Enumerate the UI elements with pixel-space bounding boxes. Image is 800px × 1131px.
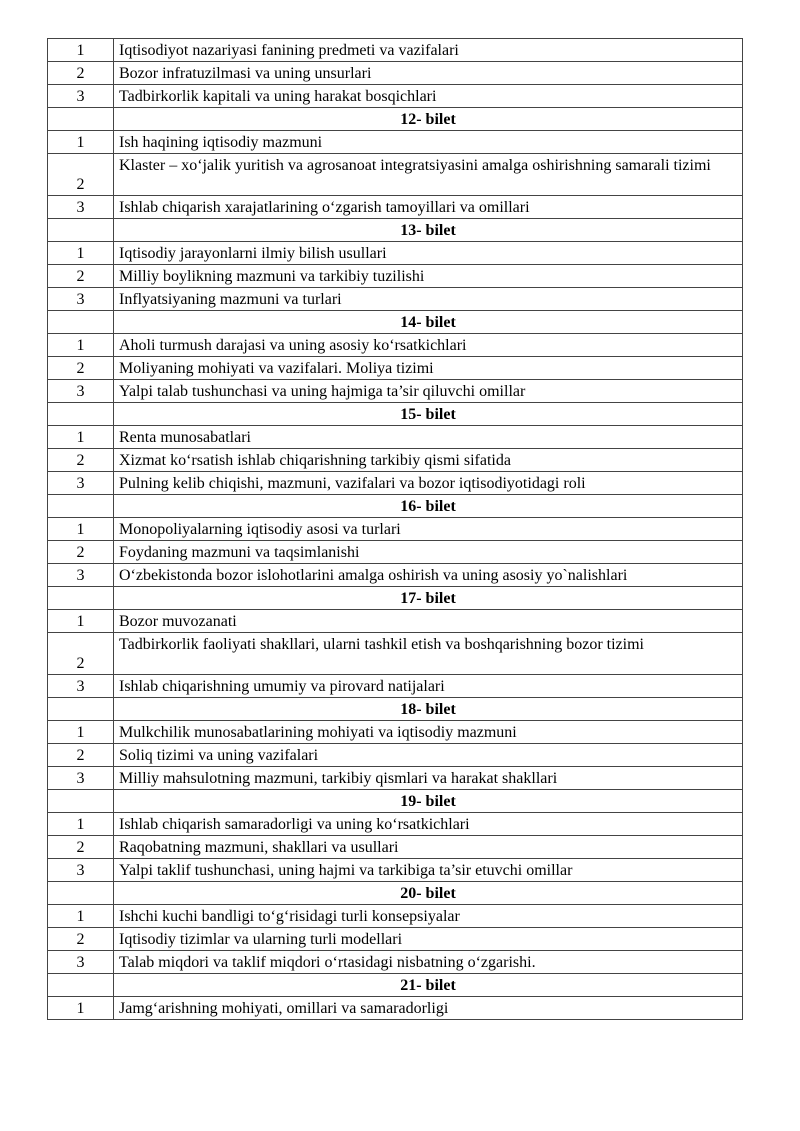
question-text: Yalpi talab tushunchasi va uning hajmiga ta’sir qiluvchi omillar bbox=[114, 380, 743, 403]
question-text: Xizmat ko‘rsatish ishlab chiqarishning tarkibiy qismi sifatida bbox=[114, 449, 743, 472]
bilet-header-row bbox=[48, 587, 743, 610]
question-number: 3 bbox=[48, 859, 114, 882]
bilet-header-row bbox=[48, 974, 743, 997]
question-number: 2 bbox=[48, 836, 114, 859]
empty-number-cell bbox=[48, 219, 114, 242]
bilet-header-row bbox=[48, 403, 743, 426]
question-text: Ishlab chiqarish xarajatlarining o‘zgarish tamoyillari va omillari bbox=[114, 196, 743, 219]
question-number: 2 bbox=[48, 633, 114, 675]
question-row bbox=[48, 518, 743, 541]
question-row bbox=[48, 62, 743, 85]
question-row bbox=[48, 859, 743, 882]
question-text: Renta munosabatlari bbox=[114, 426, 743, 449]
empty-number-cell bbox=[48, 790, 114, 813]
empty-number-cell bbox=[48, 403, 114, 426]
question-text: Ishchi kuchi bandligi to‘g‘risidagi turli konsepsiyalar bbox=[114, 905, 743, 928]
question-number: 1 bbox=[48, 721, 114, 744]
question-number: 3 bbox=[48, 951, 114, 974]
empty-number-cell bbox=[48, 698, 114, 721]
question-number: 3 bbox=[48, 675, 114, 698]
question-number: 3 bbox=[48, 380, 114, 403]
question-number: 1 bbox=[48, 610, 114, 633]
question-text: Iqtisodiy tizimlar va ularning turli modellari bbox=[114, 928, 743, 951]
question-number: 2 bbox=[48, 357, 114, 380]
question-text: Iqtisodiy jarayonlarni ilmiy bilish usullari bbox=[114, 242, 743, 265]
bilet-title: 19- bilet bbox=[114, 790, 743, 813]
question-text: Bozor muvozanati bbox=[114, 610, 743, 633]
question-number: 2 bbox=[48, 449, 114, 472]
bilet-title: 21- bilet bbox=[114, 974, 743, 997]
question-number: 3 bbox=[48, 564, 114, 587]
question-text: Tadbirkorlik faoliyati shakllari, ularni tashkil etish va boshqarishning bozor tizimi bbox=[114, 633, 743, 675]
bilet-header-row bbox=[48, 790, 743, 813]
question-row bbox=[48, 610, 743, 633]
bilet-header-row bbox=[48, 108, 743, 131]
question-text: Jamg‘arishning mohiyati, omillari va samaradorligi bbox=[114, 997, 743, 1020]
question-row bbox=[48, 633, 743, 675]
question-row bbox=[48, 997, 743, 1020]
question-row bbox=[48, 426, 743, 449]
question-text: Talab miqdori va taklif miqdori o‘rtasidagi nisbatning o‘zgarishi. bbox=[114, 951, 743, 974]
question-text: Bozor infratuzilmasi va uning unsurlari bbox=[114, 62, 743, 85]
question-row bbox=[48, 380, 743, 403]
question-row bbox=[48, 242, 743, 265]
empty-number-cell bbox=[48, 108, 114, 131]
empty-number-cell bbox=[48, 882, 114, 905]
bilet-header-row bbox=[48, 698, 743, 721]
question-number: 2 bbox=[48, 541, 114, 564]
question-number: 1 bbox=[48, 518, 114, 541]
bilet-header-row bbox=[48, 495, 743, 518]
question-text: Milliy mahsulotning mazmuni, tarkibiy qismlari va harakat shakllari bbox=[114, 767, 743, 790]
question-number: 2 bbox=[48, 928, 114, 951]
question-number: 2 bbox=[48, 154, 114, 196]
question-text: Milliy boylikning mazmuni va tarkibiy tuzilishi bbox=[114, 265, 743, 288]
question-number: 1 bbox=[48, 39, 114, 62]
question-row bbox=[48, 767, 743, 790]
table-body bbox=[48, 39, 743, 1020]
question-number: 3 bbox=[48, 85, 114, 108]
question-row bbox=[48, 836, 743, 859]
question-row bbox=[48, 541, 743, 564]
bilet-title: 15- bilet bbox=[114, 403, 743, 426]
question-text: Mulkchilik munosabatlarining mohiyati va iqtisodiy mazmuni bbox=[114, 721, 743, 744]
bilet-header-row bbox=[48, 219, 743, 242]
question-number: 2 bbox=[48, 265, 114, 288]
bilet-title: 17- bilet bbox=[114, 587, 743, 610]
question-text: Moliyaning mohiyati va vazifalari. Moliya tizimi bbox=[114, 357, 743, 380]
question-row bbox=[48, 928, 743, 951]
question-row bbox=[48, 721, 743, 744]
question-number: 1 bbox=[48, 813, 114, 836]
question-text: Ishlab chiqarish samaradorligi va uning ko‘rsatkichlari bbox=[114, 813, 743, 836]
question-row bbox=[48, 85, 743, 108]
question-row bbox=[48, 154, 743, 196]
question-row bbox=[48, 472, 743, 495]
question-number: 1 bbox=[48, 242, 114, 265]
question-text: Monopoliyalarning iqtisodiy asosi va turlari bbox=[114, 518, 743, 541]
bilet-title: 12- bilet bbox=[114, 108, 743, 131]
question-row bbox=[48, 564, 743, 587]
question-number: 3 bbox=[48, 472, 114, 495]
question-number: 1 bbox=[48, 131, 114, 154]
question-text: O‘zbekistonda bozor islohotlarini amalga oshirish va uning asosiy yo`nalishlari bbox=[114, 564, 743, 587]
question-text: Soliq tizimi va uning vazifalari bbox=[114, 744, 743, 767]
question-text: Raqobatning mazmuni, shakllari va usullari bbox=[114, 836, 743, 859]
question-row bbox=[48, 288, 743, 311]
question-number: 3 bbox=[48, 288, 114, 311]
question-row bbox=[48, 675, 743, 698]
question-number: 2 bbox=[48, 62, 114, 85]
bilet-title: 20- bilet bbox=[114, 882, 743, 905]
question-row bbox=[48, 265, 743, 288]
bilet-title: 13- bilet bbox=[114, 219, 743, 242]
bilet-title: 14- bilet bbox=[114, 311, 743, 334]
question-text: Iqtisodiyot nazariyasi fanining predmeti va vazifalari bbox=[114, 39, 743, 62]
question-text: Yalpi taklif tushunchasi, uning hajmi va tarkibiga ta’sir etuvchi omillar bbox=[114, 859, 743, 882]
empty-number-cell bbox=[48, 974, 114, 997]
question-text: Foydaning mazmuni va taqsimlanishi bbox=[114, 541, 743, 564]
question-row bbox=[48, 744, 743, 767]
bilet-title: 16- bilet bbox=[114, 495, 743, 518]
bilet-header-row bbox=[48, 882, 743, 905]
question-row bbox=[48, 131, 743, 154]
question-number: 1 bbox=[48, 334, 114, 357]
question-text: Tadbirkorlik kapitali va uning harakat bosqichlari bbox=[114, 85, 743, 108]
question-row bbox=[48, 449, 743, 472]
empty-number-cell bbox=[48, 495, 114, 518]
question-row bbox=[48, 357, 743, 380]
question-row bbox=[48, 39, 743, 62]
question-number: 1 bbox=[48, 997, 114, 1020]
question-row bbox=[48, 196, 743, 219]
question-row bbox=[48, 951, 743, 974]
question-text: Aholi turmush darajasi va uning asosiy ko‘rsatkichlari bbox=[114, 334, 743, 357]
question-text: Ish haqining iqtisodiy mazmuni bbox=[114, 131, 743, 154]
question-number: 3 bbox=[48, 767, 114, 790]
empty-number-cell bbox=[48, 587, 114, 610]
question-row bbox=[48, 905, 743, 928]
bilet-header-row bbox=[48, 311, 743, 334]
bilet-title: 18- bilet bbox=[114, 698, 743, 721]
bilet-questions-table bbox=[47, 38, 743, 1020]
question-row bbox=[48, 813, 743, 836]
question-number: 1 bbox=[48, 905, 114, 928]
question-text: Pulning kelib chiqishi, mazmuni, vazifalari va bozor iqtisodiyotidagi roli bbox=[114, 472, 743, 495]
question-text: Inflyatsiyaning mazmuni va turlari bbox=[114, 288, 743, 311]
question-number: 2 bbox=[48, 744, 114, 767]
question-row bbox=[48, 334, 743, 357]
question-text: Ishlab chiqarishning umumiy va pirovard natijalari bbox=[114, 675, 743, 698]
question-number: 1 bbox=[48, 426, 114, 449]
empty-number-cell bbox=[48, 311, 114, 334]
question-number: 3 bbox=[48, 196, 114, 219]
question-text: Klaster – xo‘jalik yuritish va agrosanoat integratsiyasini amalga oshirishning samarali tizimi bbox=[114, 154, 743, 196]
